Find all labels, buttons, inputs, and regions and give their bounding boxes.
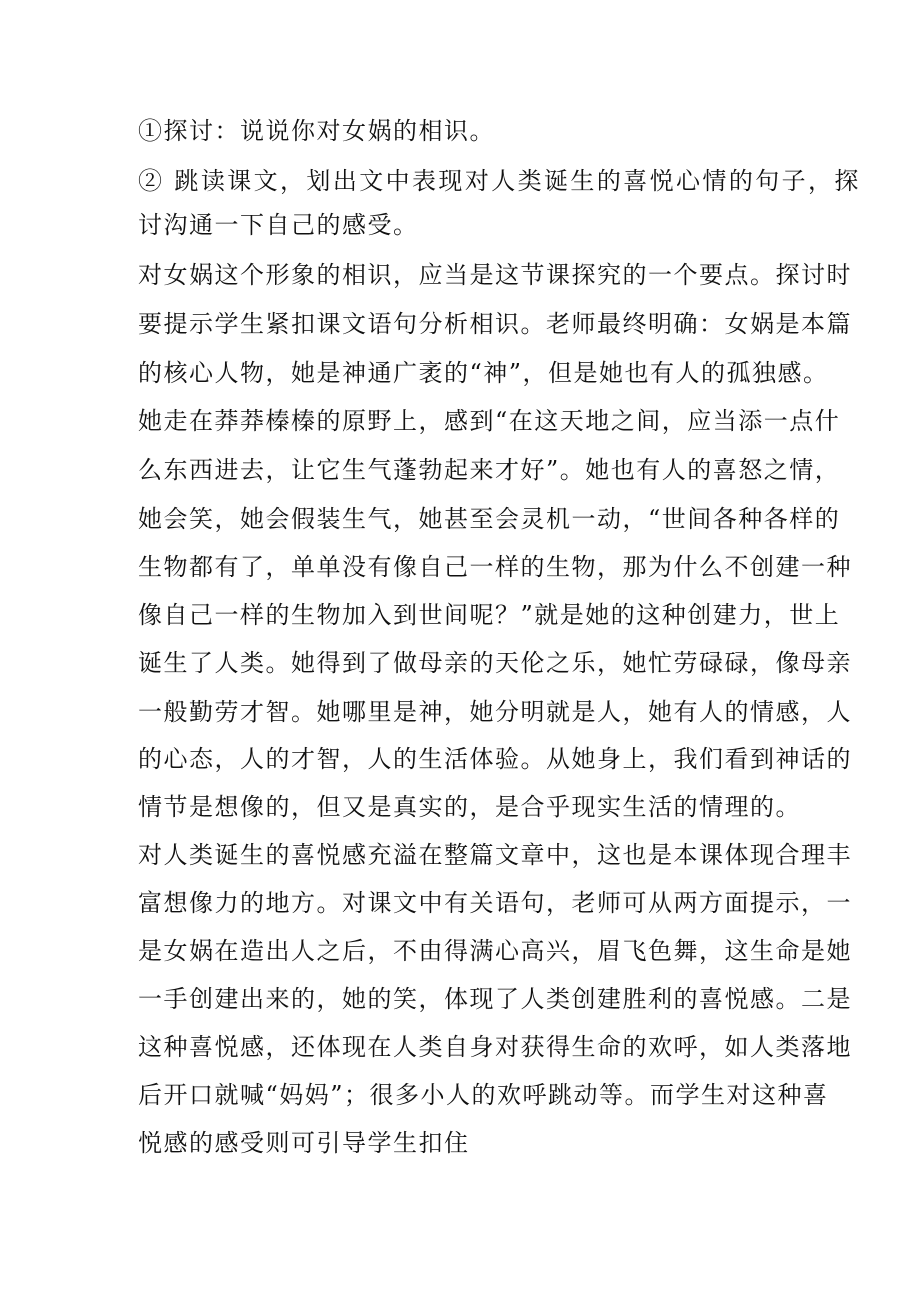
text-line: 情节是想像的，但又是真实的，是合乎现实生活的情理的。 [138,793,801,821]
text-line: 一手创建出来的，她的笑，体现了人类创建胜利的喜悦感。二是 [138,985,852,1013]
text-line: 是女娲在造出人之后，不由得满心高兴，眉飞色舞，这生命是她 [138,937,852,965]
text-line: 的核心人物，她是神通广袤的“神”，但是她也有人的孤独感。 [138,359,829,387]
text-line: 么东西进去，让它生气蓬勃起来才好”。她也有人的喜怒之情， [138,456,841,484]
text-line: 的心态，人的才智，人的生活体验。从她身上，我们看到神话的 [138,745,852,773]
text-line: ② 跳读课文，划出文中表现对人类诞生的喜悦心情的句子，探 [138,167,861,195]
text-line: 像自己一样的生物加入到世间呢？”就是她的这种创建力，世上 [138,601,841,629]
text-line: 后开口就喊“妈妈”；很多小人的欢呼跳动等。而学生对这种喜 [138,1081,829,1109]
text-line: 悦感的感受则可引导学生扣住 [138,1129,470,1157]
text-line: 要提示学生紧扣课文语句分析相识。老师最终明确：女娲是本篇 [138,310,852,338]
text-line: ①探讨：说说你对女娲的相识。 [138,117,495,145]
text-line: 讨沟通一下自己的感受。 [138,211,419,239]
text-line: 她会笑，她会假装生气，她甚至会灵机一动，“世间各种各样的 [138,505,841,533]
text-line: 这种喜悦感，还体现在人类自身对获得生命的欢呼，如人类落地 [138,1033,852,1061]
text-line: 对女娲这个形象的相识，应当是这节课探究的一个要点。探讨时 [138,261,852,289]
text-line: 对人类诞生的喜悦感充溢在整篇文章中，这也是本课体现合理丰 [138,841,852,869]
text-line: 生物都有了，单单没有像自己一样的生物，那为什么不创建一种 [138,553,852,581]
text-line: 富想像力的地方。对课文中有关语句，老师可从两方面提示，一 [138,889,852,917]
text-line: 一般勤劳才智。她哪里是神，她分明就是人，她有人的情感，人 [138,698,852,726]
text-line: 她走在莽莽榛榛的原野上，感到“在这天地之间，应当添一点什 [138,407,841,435]
text-line: 诞生了人类。她得到了做母亲的天伦之乐，她忙劳碌碌，像母亲 [138,649,852,677]
